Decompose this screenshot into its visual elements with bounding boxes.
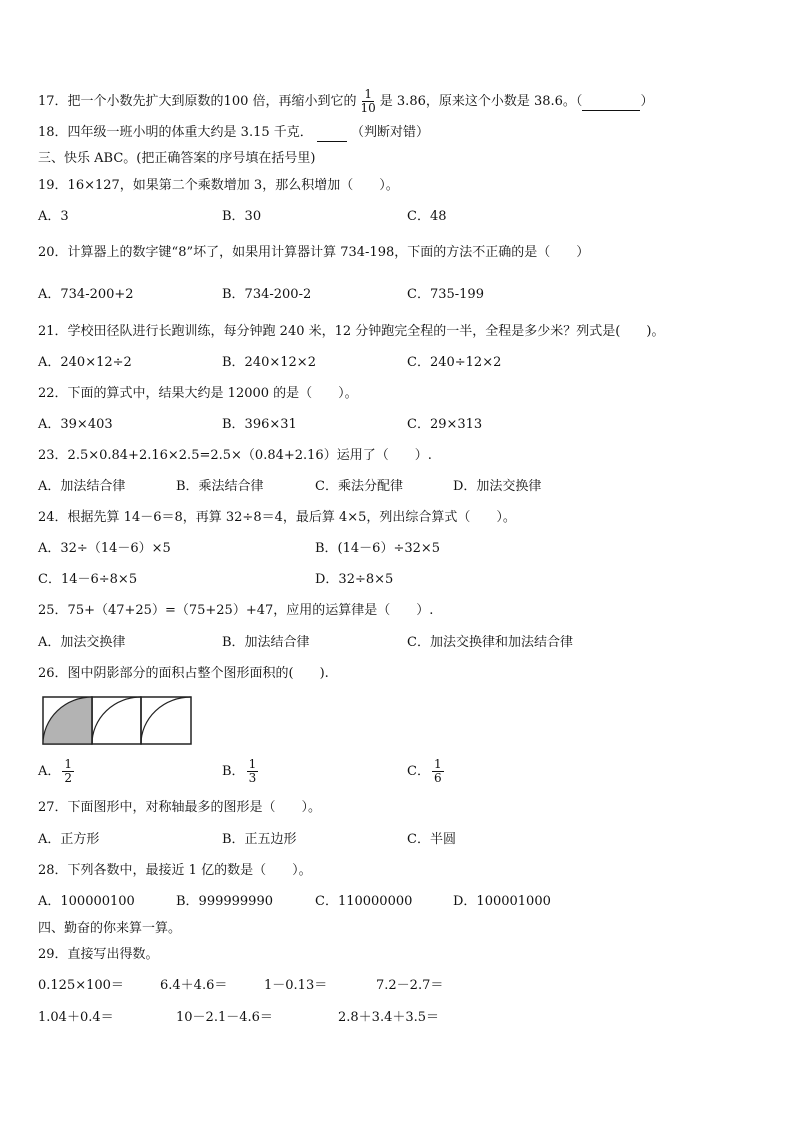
- q17-text: 17．把一个小数先扩大到原数的100 倍，再缩小到它的: [38, 94, 357, 109]
- question-26: 26．图中阴影部分的面积占整个图形面积的( ).: [38, 666, 329, 681]
- question-23: 23．2.5×0.84+2.16×2.5=2.5×（0.84+2.16）运用了（ ）.: [38, 448, 432, 463]
- q24-option-d[interactable]: D．32÷8×5: [315, 572, 394, 587]
- q20-option-c[interactable]: C．735-199: [407, 287, 484, 302]
- q19-option-a[interactable]: A．3: [38, 209, 69, 224]
- question-28: 28．下列各数中，最接近 1 亿的数是（ ）。: [38, 863, 312, 878]
- question-27: 27．下面图形中，对称轴最多的图形是（ ）。: [38, 800, 322, 815]
- q22-option-b[interactable]: B．396×31: [222, 417, 297, 432]
- q26-option-c[interactable]: C． $\frac{1}{6}$: [407, 757, 442, 785]
- q26-option-b[interactable]: B． $\frac{1}{3}$: [222, 757, 257, 785]
- question-18: 18．四年级一班小明的体重大约是 3.15 千克． （判断对错）: [38, 125, 430, 140]
- question-20: 20．计算器上的数字键“8”坏了，如果用计算器计算 734-198，下面的方法不正确的是（ ）: [38, 245, 590, 260]
- q24-option-a[interactable]: A．32÷（14－6）×5: [38, 541, 171, 556]
- q27-option-a[interactable]: A．正方形: [38, 832, 100, 847]
- q26-option-a[interactable]: A． $\frac{1}{2}$: [38, 757, 73, 785]
- q24-option-c[interactable]: C．14－6÷8×5: [38, 572, 138, 587]
- calc-item: 6.4＋4.6＝: [160, 978, 228, 993]
- calc-item: 7.2－2.7＝: [376, 978, 444, 993]
- q27-option-c[interactable]: C．半圆: [407, 832, 456, 847]
- question-17: 17．把一个小数先扩大到原数的100 倍，再缩小到它的 $\frac{1}{10}$ 是 3.86，原来这个小数是 38.6。（ ）: [38, 87, 654, 115]
- question-29: 29．直接写出得数。: [38, 947, 159, 962]
- question-22: 22．下面的算式中，结果大约是 12000 的是（ ）。: [38, 386, 358, 401]
- q22-option-c[interactable]: C．29×313: [407, 417, 483, 432]
- calc-item: 1.04＋0.4＝: [38, 1010, 114, 1025]
- q23-option-b[interactable]: B．乘法结合律: [176, 479, 264, 494]
- q27-option-b[interactable]: B．正五边形: [222, 832, 297, 847]
- section-4-heading: 四、勤奋的你来算一算。: [38, 921, 182, 936]
- question-21: 21．学校田径队进行长跑训练，每分钟跑 240 米，12 分钟跑完全程的一半，全程是多少米？列式是( )。: [38, 324, 665, 339]
- q28-option-a[interactable]: A．100000100: [38, 894, 135, 909]
- question-24: 24．根据先算 14－6＝8，再算 32÷8＝4，最后算 4×5，列出综合算式（ ）。: [38, 510, 516, 525]
- q21-option-c[interactable]: C．240÷12×2: [407, 355, 502, 370]
- q23-option-a[interactable]: A．加法结合律: [38, 479, 126, 494]
- q23-option-d[interactable]: D．加法交换律: [453, 479, 542, 494]
- q28-option-c[interactable]: C．110000000: [315, 894, 413, 909]
- square-3: [141, 697, 191, 744]
- q19-option-c[interactable]: C．48: [407, 209, 447, 224]
- calc-item: 2.8＋3.4＋3.5＝: [338, 1010, 440, 1025]
- q21-option-b[interactable]: B．240×12×2: [222, 355, 316, 370]
- q19-option-b[interactable]: B．30: [222, 209, 262, 224]
- q25-option-b[interactable]: B．加法结合律: [222, 635, 310, 650]
- q20-option-b[interactable]: B．734-200-2: [222, 287, 312, 302]
- calc-item: 0.125×100＝: [38, 978, 124, 993]
- answer-blank[interactable]: [317, 125, 347, 142]
- q28-option-b[interactable]: B．999999990: [176, 894, 273, 909]
- q20-option-a[interactable]: A．734-200+2: [38, 287, 134, 302]
- section-3-heading: 三、快乐 ABC。(把正确答案的序号填在括号里): [38, 151, 316, 166]
- calc-item: 1－0.13＝: [264, 978, 328, 993]
- square-2: [92, 697, 141, 744]
- answer-blank[interactable]: [582, 94, 640, 111]
- q25-option-c[interactable]: C．加法交换律和加法结合律: [407, 635, 573, 650]
- fraction-one-tenth: $\frac{1}{10}$: [360, 87, 376, 115]
- quarter-arc-3: [141, 697, 191, 744]
- calc-item: 10－2.1－4.6＝: [176, 1010, 273, 1025]
- q21-option-a[interactable]: A．240×12÷2: [38, 355, 132, 370]
- shaded-quarter-circles-figure: [42, 696, 192, 745]
- q24-option-b[interactable]: B．(14－6）÷32×5: [315, 541, 441, 556]
- question-25: 25．75+（47+25）=（75+25）+47，应用的运算律是（ ）.: [38, 603, 434, 618]
- question-19: 19．16×127，如果第二个乘数增加 3，那么积增加（ ）。: [38, 178, 399, 193]
- q23-option-c[interactable]: C．乘法分配律: [315, 479, 403, 494]
- q22-option-a[interactable]: A．39×403: [38, 417, 113, 432]
- q17-text-2: 是 3.86，原来这个小数是 38.6。（: [379, 94, 583, 109]
- q28-option-d[interactable]: D．100001000: [453, 894, 551, 909]
- q25-option-a[interactable]: A．加法交换律: [38, 635, 126, 650]
- quarter-arc-2: [92, 697, 141, 744]
